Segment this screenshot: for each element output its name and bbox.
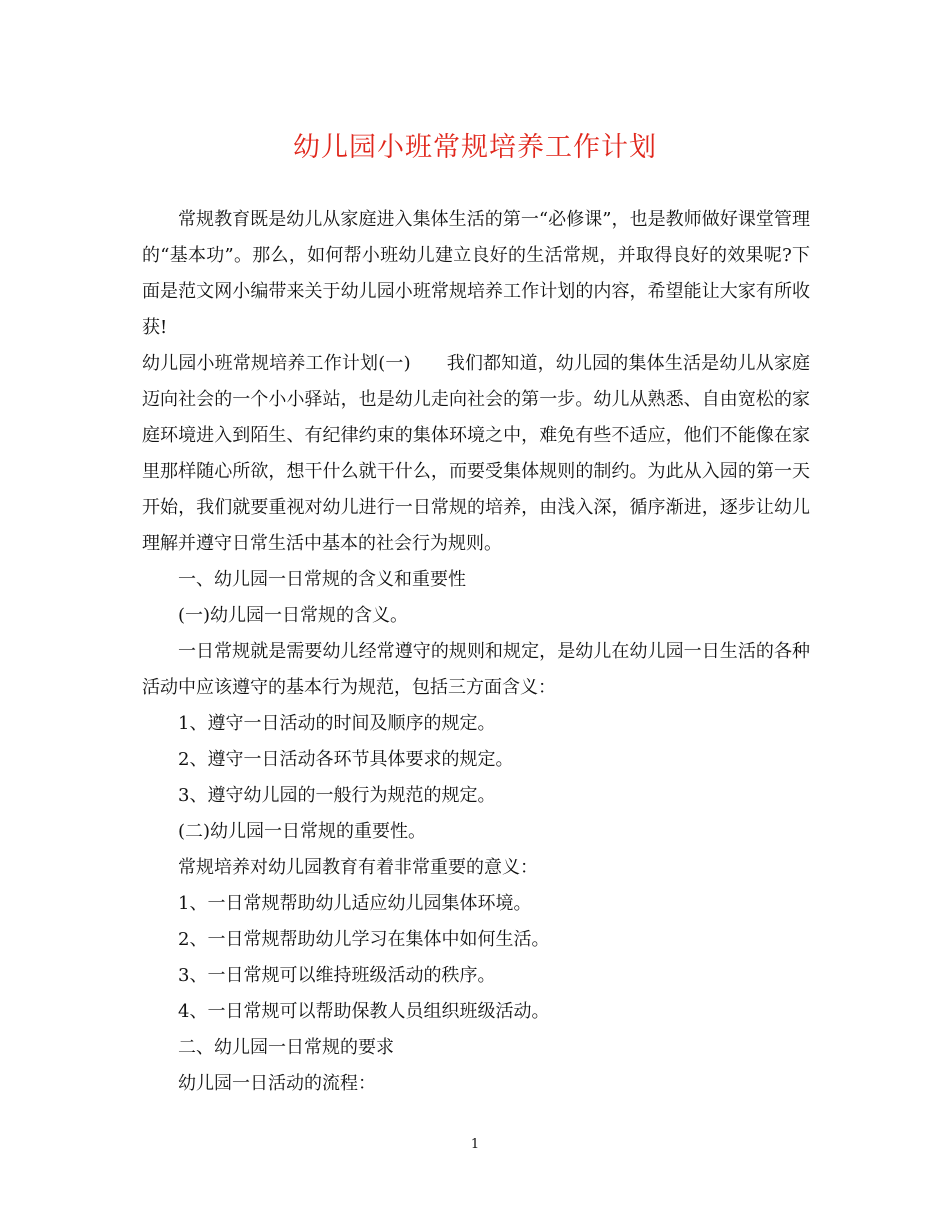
subsection1-text: 一日常规就是需要幼儿经常遵守的规则和规定，是幼儿在幼儿园一日生活的各种活动中应该遵守的基本行为规范，包括三方面含义： [142, 641, 810, 698]
subsection2-text: 常规培养对幼儿园教育有着非常重要的意义： [178, 857, 538, 878]
section2-heading: 二、幼儿园一日常规的要求 [178, 1037, 394, 1058]
plan-intro-text: 我们都知道，幼儿园的集体生活是幼儿从家庭迈向社会的一个小小驿站，也是幼儿走向社会的第一步。幼儿从熟悉、自由宽松的家庭环境进入到陌生、有纪律约束的集体环境之中，难免有些不适应，他们不能像在家里那样随心所欲，想干什么就干什么，而要受集体规则的制约。为此从入园的第一天开始，我们就要重视对幼儿进行一日常规的培养，由浅入深，循序渐进，逐步让幼儿理解并遵守日常生活中基本的社会行为规则。 [142, 353, 811, 554]
list-item: 1、一日常规帮助幼儿适应幼儿园集体环境。 [178, 893, 532, 914]
document-body [142, 202, 810, 1102]
intro-paragraph: 常规教育既是幼儿从家庭进入集体生活的第一“必修课”，也是教师做好课堂管理的“基本功”。那么，如何帮小班幼儿建立良好的生活常规，并取得良好的效果呢?下面是范文网小编带来关于幼儿园小班常规培养工作计划的内容，希望能让大家有所收获! [142, 209, 810, 338]
page-number: 1 [470, 1137, 480, 1152]
plan-paragraph [142, 346, 810, 562]
list-item: 3、遵守幼儿园的一般行为规范的规定。 [178, 785, 496, 806]
flow-heading: 幼儿园一日活动的流程： [178, 1073, 376, 1094]
list-item: 1、遵守一日活动的时间及顺序的规定。 [178, 713, 496, 734]
subsection1-heading: (一)幼儿园一日常规的含义。 [178, 605, 409, 626]
list-item: 4、一日常规可以帮助保教人员组织班级活动。 [178, 1001, 550, 1022]
list-item: 2、遵守一日活动各环节具体要求的规定。 [178, 749, 514, 770]
list-item: 2、一日常规帮助幼儿学习在集体中如何生活。 [178, 929, 550, 950]
document-title: 幼儿园小班常规培养工作计划 [293, 132, 657, 163]
section1-heading: 一、幼儿园一日常规的含义和重要性 [178, 569, 466, 590]
plan-heading: 幼儿园小班常规培养工作计划(一) [142, 353, 411, 374]
subsection2-heading: (二)幼儿园一日常规的重要性。 [178, 821, 427, 842]
list-item: 3、一日常规可以维持班级活动的秩序。 [178, 965, 496, 986]
